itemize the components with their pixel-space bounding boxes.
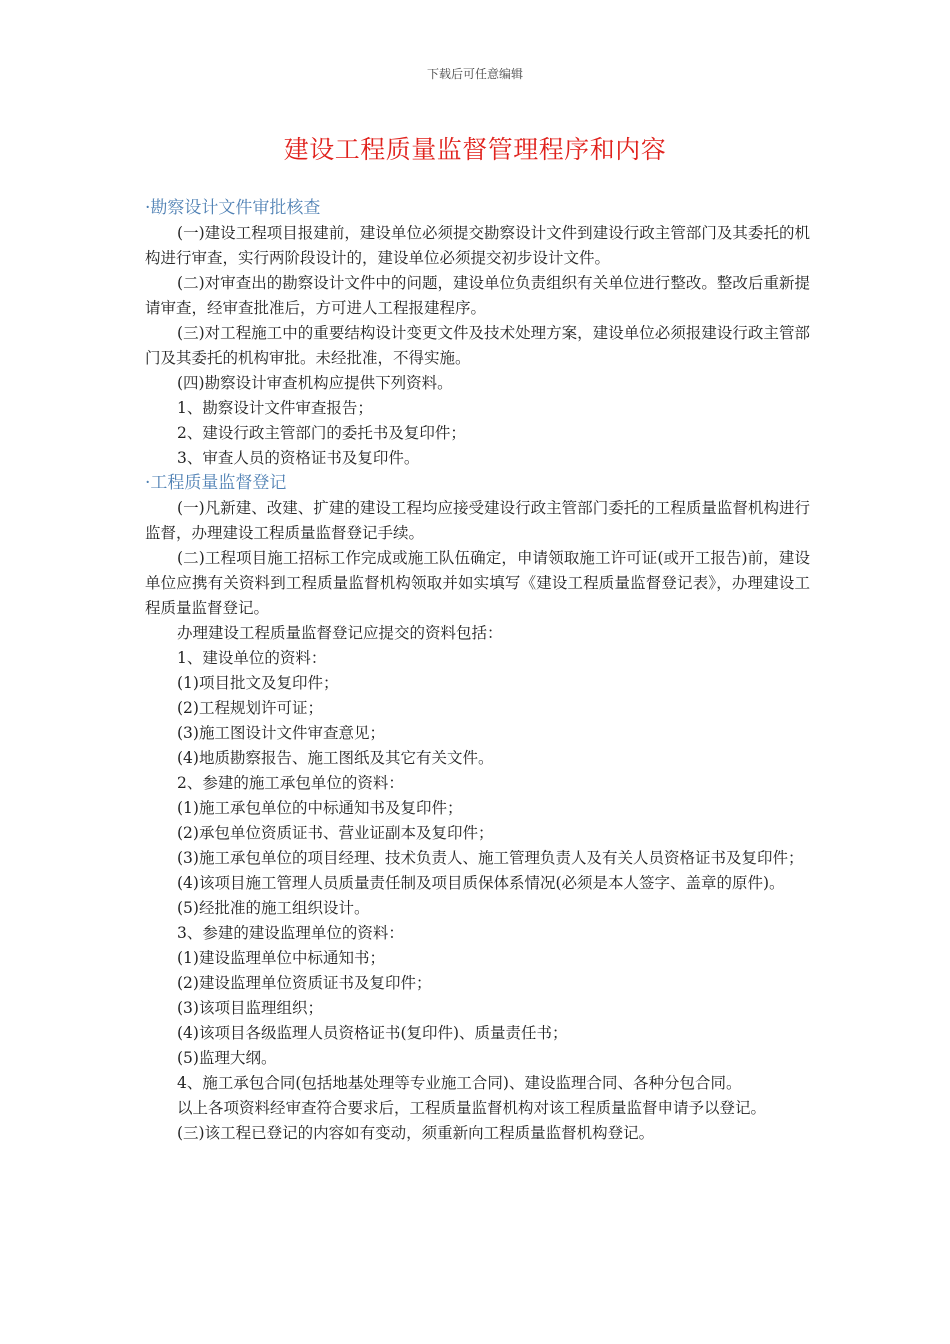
paragraph: (4)地质勘察报告、施工图纸及其它有关文件。 <box>177 749 494 767</box>
page-header: 下载后可任意编辑 <box>426 67 523 81</box>
paragraph: (1)建设监理单位中标通知书； <box>177 949 385 967</box>
paragraph: (四)勘察设计审查机构应提供下列资料。 <box>177 374 453 392</box>
paragraph: (三)该工程已登记的内容如有变动，须重新向工程质量监督机构登记。 <box>177 1124 655 1142</box>
paragraph: 2、参建的施工承包单位的资料： <box>177 774 404 792</box>
paragraph: (二)对审查出的勘察设计文件中的问题，建设单位负责组织有关单位进行整改。整改后重新提请审查，经审查批准后，方可进人工程报建程序。 <box>145 274 810 317</box>
paragraph: (2)工程规划许可证； <box>177 699 323 717</box>
paragraph: (5)经批准的施工组织设计。 <box>177 899 370 917</box>
paragraph: (一)建设工程项目报建前，建设单位必须提交勘察设计文件到建设行政主管部门及其委托的机构进行审查，实行两阶段设计的，建设单位必须提交初步设计文件。 <box>145 224 810 267</box>
paragraph: (3)该项目监理组织； <box>177 999 323 1017</box>
section-heading: ·工程质量监督登记 <box>145 473 287 493</box>
document-title: 建设工程质量监督管理程序和内容 <box>283 135 667 164</box>
paragraph: (4)该项目各级监理人员资格证书(复印件)、质量责任书； <box>177 1024 568 1042</box>
document-body <box>145 196 810 1146</box>
paragraph: 3、审查人员的资格证书及复印件。 <box>177 449 420 467</box>
paragraph: (1)项目批文及复印件； <box>177 674 339 692</box>
paragraph: (三)对工程施工中的重要结构设计变更文件及技术处理方案，建设单位必须报建设行政主管部门及其委托的机构审批。未经批准，不得实施。 <box>145 324 810 367</box>
paragraph: (3)施工承包单位的项目经理、技术负责人、施工管理负责人及有关人员资格证书及复印件； <box>177 849 804 867</box>
paragraph: (二)工程项目施工招标工作完成或施工队伍确定，申请领取施工许可证(或开工报告)前，建设单位应携有关资料到工程质量监督机构领取并如实填写《建设工程质量监督登记表》，办理建设工程质量监督登记。 <box>145 549 810 617</box>
paragraph: 3、参建的建设监理单位的资料： <box>177 924 404 942</box>
paragraph: 1、建设单位的资料： <box>177 649 327 667</box>
section-heading: ·勘察设计文件审批核查 <box>145 198 321 218</box>
paragraph: (一)凡新建、改建、扩建的建设工程均应接受建设行政主管部门委托的工程质量监督机构进行监督，办理建设工程质量监督登记手续。 <box>145 499 810 542</box>
paragraph: 2、建设行政主管部门的委托书及复印件； <box>177 424 466 442</box>
paragraph: 以上各项资料经审查符合要求后，工程质量监督机构对该工程质量监督申请予以登记。 <box>177 1099 767 1117</box>
paragraph: (4)该项目施工管理人员质量责任制及项目质保体系情况(必须是本人签字、盖章的原件)。 <box>177 874 785 892</box>
paragraph: (2)承包单位资质证书、营业证副本及复印件； <box>177 824 494 842</box>
paragraph: (5)监理大纲。 <box>177 1049 277 1067</box>
paragraph: (2)建设监理单位资质证书及复印件； <box>177 974 432 992</box>
paragraph: 办理建设工程质量监督登记应提交的资料包括： <box>177 624 503 642</box>
paragraph: (3)施工图设计文件审查意见； <box>177 724 385 742</box>
paragraph: (1)施工承包单位的中标通知书及复印件； <box>177 799 463 817</box>
paragraph: 1、勘察设计文件审查报告； <box>177 399 373 417</box>
paragraph: 4、施工承包合同(包括地基处理等专业施工合同)、建设监理合同、各种分包合同。 <box>177 1074 742 1092</box>
